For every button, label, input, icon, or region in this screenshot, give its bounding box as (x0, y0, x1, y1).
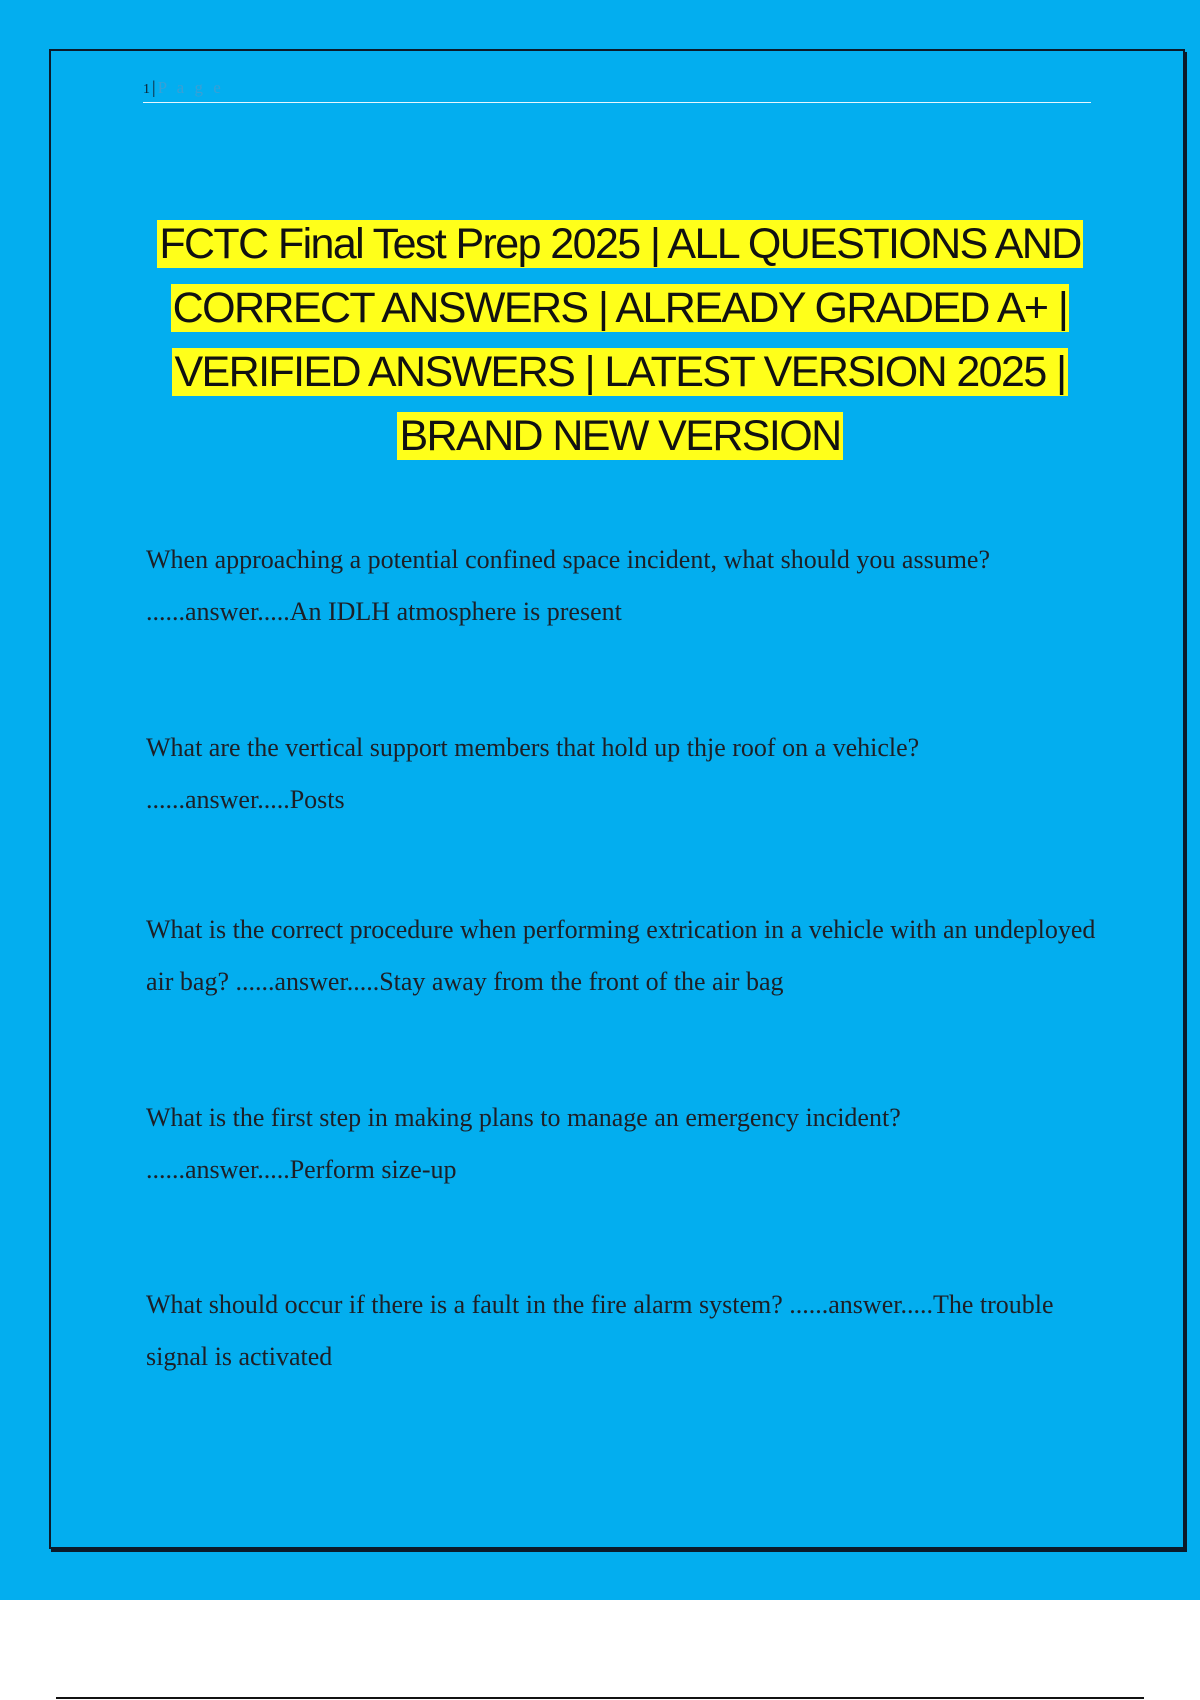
page-word: P a g e (157, 78, 224, 97)
question-item: What are the vertical support members that hold up thje roof on a vehicle? ......answer.....Posts (146, 733, 920, 814)
document-title-text: FCTC Final Test Prep 2025 | ALL QUESTIONS AND CORRECT ANSWERS | ALREADY GRADED A+ | VERIFIED ANSWERS | LATEST VERSION 2025 | BRAND NEW VERSION (159, 220, 1081, 460)
page-separator: | (152, 77, 156, 97)
question-item: What is the first step in making plans to manage an emergency incident? ......answer.....Perform size-up (146, 1103, 901, 1184)
question-item: What should occur if there is a fault in the fire alarm system? ......answer.....The trouble signal is activated (146, 1290, 1054, 1371)
question-item: When approaching a potential confined space incident, what should you assume? ......answer.....An IDLH atmosphere is present (146, 545, 991, 626)
page-number: 1 (143, 82, 150, 97)
footer-rule (56, 1697, 1144, 1699)
page-header (143, 74, 1091, 103)
question-item: What is the correct procedure when performing extrication in a vehicle with an undeployed air bag? ......answer.....Stay away from the front of the air bag (146, 915, 1096, 996)
document-title (130, 212, 1110, 468)
